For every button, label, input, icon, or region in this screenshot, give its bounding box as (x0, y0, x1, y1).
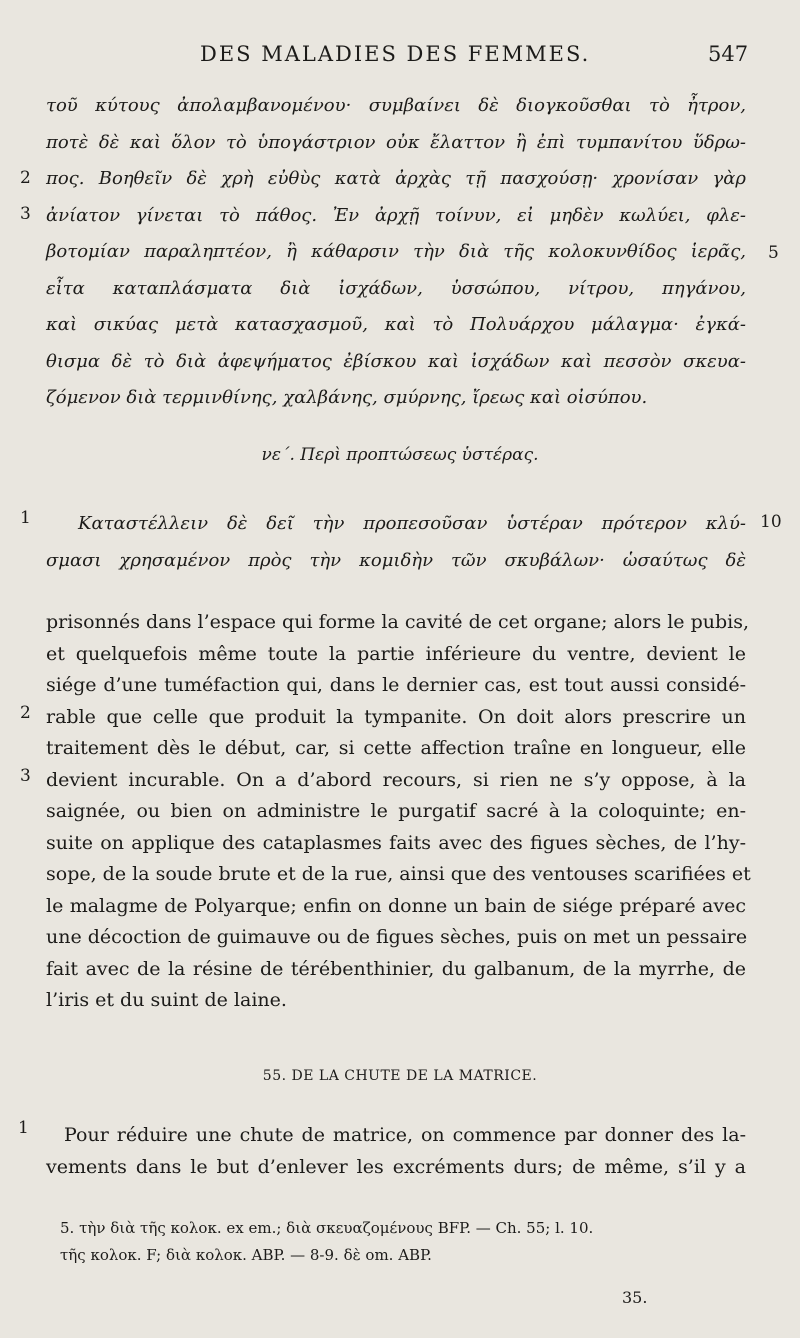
greek-section-heading: νε΄. Περὶ προπτώσεως ὑστέρας. (261, 445, 539, 465)
line-number: 3 (20, 766, 31, 786)
text-line: τοῦ κύτους ἀπολαμβανομένου· συμβαίνει δὲ διογκοῦσθαι τὸ ἦτρον, (46, 95, 746, 116)
text-line: prisonnés dans l’espace qui forme la cavité de cet organe; alors le pubis, (46, 611, 750, 633)
footnote-line: 5. τὴν διὰ τῆς κολοκ. ex em.; διὰ σκευαζομένους BFP. — Ch. 55; l. 10. (60, 1219, 594, 1237)
line-number: 10 (760, 512, 782, 532)
page-number: 547 (708, 42, 749, 66)
french-section-heading: 55. DE LA CHUTE DE LA MATRICE. (262, 1068, 538, 1084)
footnotes (60, 1215, 740, 1269)
french-paragraph-1 (46, 607, 751, 1017)
greek-paragraph-1 (46, 88, 746, 417)
line-number: 5 (768, 243, 779, 263)
text-line: rable que celle que produit la tympanite. On doit alors prescrire un (46, 705, 746, 728)
running-head: DES MALADIES DES FEMMES. (200, 42, 591, 66)
page-header (0, 42, 800, 76)
line-number: 1 (18, 1118, 29, 1138)
signature-mark: 35. (622, 1288, 648, 1307)
text-line: εἶτα καταπλάσματα διὰ ἰσχάδων, ὑσσώπου, νίτρου, πηγάνου, (46, 277, 746, 299)
text-line: et quelquefois même toute la partie inférieure du ventre, devient le (46, 642, 746, 665)
text-line: Pour réduire une chute de matrice, on commence par donner des la- (64, 1124, 746, 1146)
text-line: πος. Βοηθεῖν δὲ χρὴ εὐθὺς κατὰ ἀρχὰς τῇ πασχούσῃ· χρονίσαν γὰρ (46, 168, 746, 189)
text-line: σμασι χρησαμένον πρὸς τὴν κομιδὴν τῶν σκυβάλων· ὡσαύτως δὲ (46, 549, 746, 571)
greek-paragraph-2 (46, 506, 746, 579)
text-line: suite on applique des cataplasmes faits avec des figues sèches, de l’hy- (46, 831, 746, 854)
text-line: θισμα δὲ τὸ διὰ ἀφεψήματος ἐβίσκου καὶ ἰσχάδων καὶ πεσσὸν σκευα- (46, 350, 746, 372)
text-line: ζόμενον διὰ τερμινθίνης, χαλβάνης, σμύρνης, ἴρεως καὶ οἰσύπου. (46, 387, 648, 408)
text-line: sope, de la soude brute et de la rue, ainsi que des ventouses scarifiées et (46, 863, 751, 885)
text-line: l’iris et du suint de laine. (46, 989, 287, 1011)
text-line: βοτομίαν παραληπτέον, ἢ κάθαρσιν τὴν διὰ τῆς κολοκυνθίδος ἱερᾶς, (46, 241, 746, 262)
text-line: devient incurable. On a d’abord recours, si rien ne s’y oppose, à la (46, 768, 746, 791)
text-line: vements dans le but d’enlever les excréments durs; de même, s’il y a (46, 1155, 746, 1178)
text-line: Καταστέλλειν δὲ δεῖ τὴν προπεσοῦσαν ὑστέραν πρότερον κλύ- (78, 513, 746, 534)
line-number: 3 (20, 204, 31, 224)
text-line: ἀνίατον γίνεται τὸ πάθος. Ἐν ἀρχῇ τοίνυν, εἰ μηδὲν κωλύει, φλε- (46, 204, 746, 226)
french-paragraph-2 (46, 1120, 746, 1183)
text-line: traitement dès le début, car, si cette affection traîne en longueur, elle (46, 737, 746, 759)
text-line: siége d’une tuméfaction qui, dans le dernier cas, est tout aussi considé- (46, 674, 746, 696)
text-line: ποτὲ δὲ καὶ ὅλον τὸ ὑπογάστριον οὐκ ἔλαττον ἢ ἐπὶ τυμπανίτου ὕδρω- (46, 131, 746, 153)
footnote-line: τῆς κολοκ. F; διὰ κολοκ. ABP. — 8-9. δὲ om. ABP. (60, 1246, 432, 1264)
text-line: fait avec de la résine de térébenthinier, du galbanum, de la myrrhe, de (46, 957, 746, 980)
text-line: saignée, ou bien on administre le purgatif sacré à la coloquinte; en- (46, 800, 746, 822)
line-number: 2 (20, 703, 31, 723)
line-number: 2 (20, 168, 31, 188)
line-number: 1 (20, 508, 31, 528)
text-line: καὶ σικύας μετὰ κατασχασμοῦ, καὶ τὸ Πολυάρχου μάλαγμα· ἐγκά- (46, 314, 746, 335)
text-line: une décoction de guimauve ou de figues sèches, puis on met un pessaire (46, 926, 748, 948)
text-line: le malagme de Polyarque; enfin on donne un bain de siége préparé avec (46, 894, 746, 917)
